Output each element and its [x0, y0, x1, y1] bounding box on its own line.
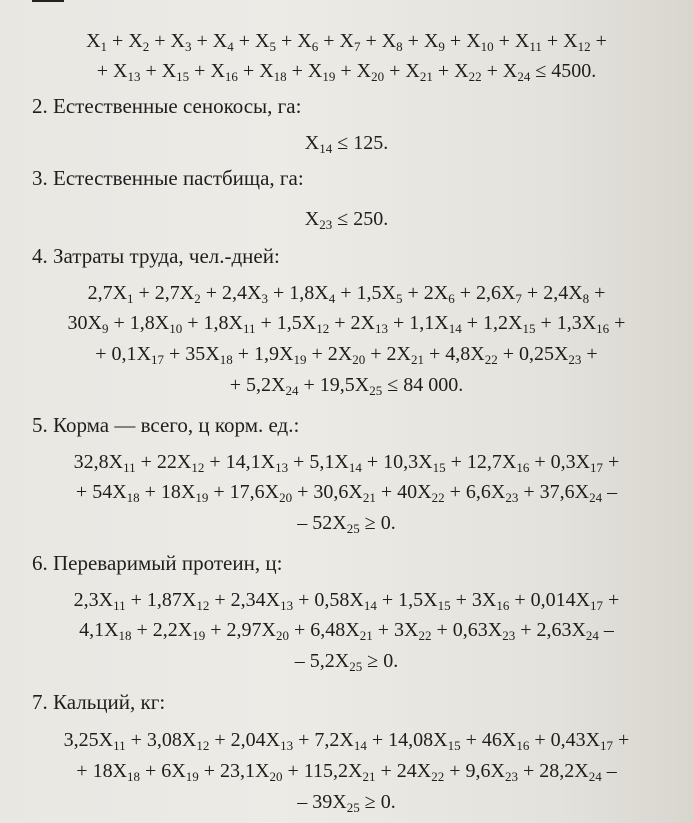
equation-line: + $X_{13} + X_{15} + X_{16} + X_{18} + X_{19} + X_{20} + X_{21} + X_{22} + X_{24} \le 4500$. — [96, 60, 597, 84]
equation-line: + $54X_{18} + 18X_{19} + 17,6X_{20} + 30,6X_{21} + 40X_{22} + 6,6X_{23} + 37,6X_{24}$ – — [75, 481, 618, 505]
constraint-heading: 2. Естественные сенокосы, га: — [32, 94, 302, 118]
equation-line: – $52X_{25} \ge 0$. — [297, 512, 396, 536]
constraint-heading: 3. Естественные пастбища, га: — [32, 166, 304, 190]
equation-line: + $18X_{18} + 6X_{19} + 23,1X_{20} + 115,2X_{21} + 24X_{22} + 9,6X_{23} + 28,2X_{24}$ – — [76, 760, 617, 784]
equation-line: $X_{14} \le 125$. — [304, 132, 389, 156]
equation-line: $2,7X_1 + 2,7X_2 + 2,4X_3 + 1,8X_4 + 1,5X_5 + 2X_6 + 2,6X_7 + 2,4X_8$ + — [87, 282, 606, 306]
top-edge-mark — [32, 0, 64, 2]
equation-line: $32,8X_{11} + 22X_{12} + 14,1X_{13} + 5,1X_{14} + 10,3X_{15} + 12,7X_{16} + 0,3X_{17}$ + — [73, 451, 620, 475]
equation-line: $4,1X_{18} + 2,2X_{19} + 2,97X_{20} + 6,48X_{21} + 3X_{22} + 0,63X_{23} + 2,63X_{24}$ – — [79, 619, 614, 643]
equation-line: – $39X_{25} \ge 0$. — [297, 791, 396, 815]
constraint-heading: 7. Кальций, кг: — [32, 690, 166, 714]
constraint-heading: 4. Затраты труда, чел.-дней: — [32, 244, 280, 268]
constraint-heading: 5. Корма — всего, ц корм. ед.: — [32, 413, 300, 437]
equation-line: + $5,2X_{24} + 19,5X_{25} \le 84$ 000. — [229, 374, 464, 398]
equation-line: $2,3X_{11} + 1,87X_{12} + 2,34X_{13} + 0,58X_{14} + 1,5X_{15} + 3X_{16} + 0,014X_{17}$ + — [73, 589, 620, 613]
equation-line: $30X_9 + 1,8X_{10} + 1,8X_{11} + 1,5X_{12} + 2X_{13} + 1,1X_{14} + 1,2X_{15} + 1,3X_{16}$ + — [67, 312, 626, 336]
equation-line: $X_{23} \le 250$. — [304, 208, 389, 232]
constraint-heading: 6. Переваримый протеин, ц: — [32, 551, 283, 575]
equation-line: $X_1 + X_2 + X_3 + X_4 + X_5 + X_6 + X_7 + X_8 + X_9 + X_{10} + X_{11} + X_{12}$ + — [86, 30, 607, 54]
equation-line: + $0,1X_{17} + 35X_{18} + 1,9X_{19} + 2X_{20} + 2X_{21} + 4,8X_{22} + 0,25X_{23}$ + — [95, 343, 598, 367]
equation-line: $3,25X_{11} + 3,08X_{12} + 2,04X_{13} + 7,2X_{14} + 14,08X_{15} + 46X_{16} + 0,43X_{17}$ + — [63, 729, 630, 753]
equation-line: – $5,2X_{25} \ge 0$. — [294, 650, 399, 674]
